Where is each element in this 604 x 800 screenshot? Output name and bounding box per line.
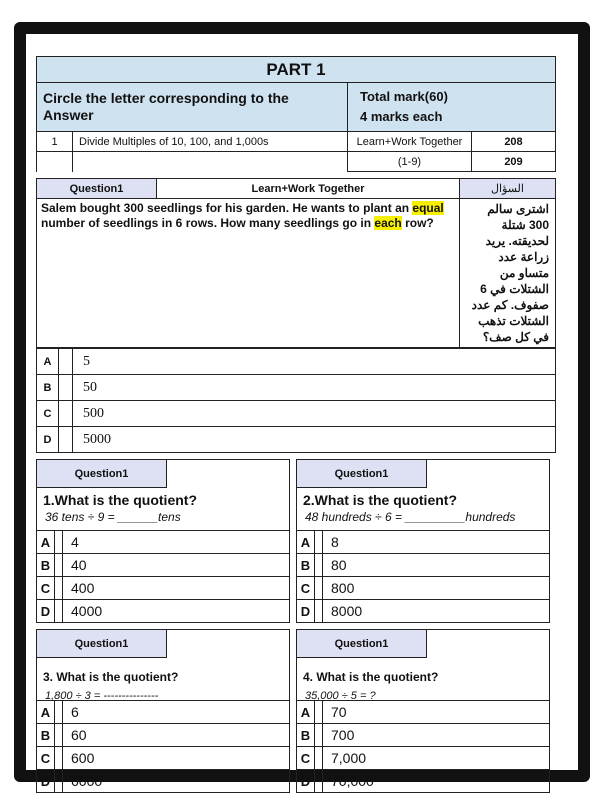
topic: Divide Multiples of 10, 100, and 1,000s — [73, 132, 348, 152]
sub-question-label: Question1 — [297, 460, 427, 488]
option-row[interactable]: D 70,000 — [297, 769, 549, 792]
option-row[interactable]: D 8000 — [297, 599, 549, 622]
main-options — [36, 348, 556, 453]
sub-question-3 — [36, 629, 290, 793]
sub-question-equation: 36 tens ÷ 9 = ______tens — [45, 510, 181, 524]
sub-question-4 — [296, 629, 550, 793]
sub-question-label: Question1 — [37, 460, 167, 488]
option-row[interactable]: C 600 — [37, 746, 289, 769]
option-row[interactable]: C 800 — [297, 576, 549, 599]
option-row[interactable]: D 6000 — [37, 769, 289, 792]
option-row[interactable]: A 8 — [297, 530, 549, 553]
total-mark: Total mark(60) — [360, 89, 448, 104]
option-row[interactable]: A 5 — [37, 349, 556, 375]
option-row[interactable]: C 400 — [37, 576, 289, 599]
sub-question-label: Question1 — [37, 630, 167, 658]
question-label-ar: السؤال — [460, 179, 556, 199]
lesson: Learn+Work Together — [348, 132, 472, 152]
sub-question-equation: 1,800 ÷ 3 = --------------- — [45, 690, 159, 702]
part-title: PART 1 — [37, 57, 556, 83]
page-number-2: 209 — [472, 152, 556, 172]
option-row[interactable]: B 700 — [297, 723, 549, 746]
question-stem-arabic: اشترى سالم 300 شتلة لحديقته. يريد زراعة عدد متساو من الشتلات في 6 صفوف. كم عدد الشتلات تذهب في كل صف؟ — [460, 199, 556, 348]
main-question — [36, 178, 556, 348]
option-row[interactable]: A 4 — [37, 530, 289, 553]
instruction: Circle the letter corresponding to the Answer — [37, 83, 348, 132]
sub-options — [37, 530, 289, 622]
option-row[interactable]: D 5000 — [37, 427, 556, 453]
item-number: 1 — [37, 132, 73, 152]
worksheet — [36, 56, 556, 793]
sub-options — [37, 700, 289, 792]
sub-questions — [36, 459, 556, 793]
sub-question-text: 1.What is the quotient? — [43, 492, 197, 508]
question-label: Question1 — [37, 179, 157, 199]
sub-question-label: Question1 — [297, 630, 427, 658]
sub-question-text: 4. What is the quotient? — [303, 670, 439, 684]
question-stem: Salem bought 300 seedlings for his garden. He wants to plant an equal number of seedlings in 6 rows. How many seedlings go in each row? — [37, 199, 460, 348]
sub-options — [297, 530, 549, 622]
option-row[interactable]: D 4000 — [37, 599, 289, 622]
marks-each: 4 marks each — [360, 109, 443, 124]
header-table — [36, 56, 556, 172]
option-row[interactable]: C 500 — [37, 401, 556, 427]
option-row[interactable]: B 60 — [37, 723, 289, 746]
question-lesson: Learn+Work Together — [157, 179, 460, 199]
sub-options — [297, 700, 549, 792]
question-range: (1-9) — [348, 152, 472, 172]
sub-question-2 — [296, 459, 550, 623]
option-row[interactable]: B 40 — [37, 553, 289, 576]
option-row[interactable]: C 7,000 — [297, 746, 549, 769]
option-row[interactable]: A 6 — [37, 700, 289, 723]
sub-question-equation: 35,000 ÷ 5 = ? — [305, 690, 376, 702]
page-number-1: 208 — [472, 132, 556, 152]
sub-question-text: 3. What is the quotient? — [43, 670, 179, 684]
option-row[interactable]: A 70 — [297, 700, 549, 723]
option-row[interactable]: B 80 — [297, 553, 549, 576]
option-row[interactable]: B 50 — [37, 375, 556, 401]
sub-question-1 — [36, 459, 290, 623]
sub-question-equation: 48 hundreds ÷ 6 = _________hundreds — [305, 510, 516, 524]
sub-question-text: 2.What is the quotient? — [303, 492, 457, 508]
